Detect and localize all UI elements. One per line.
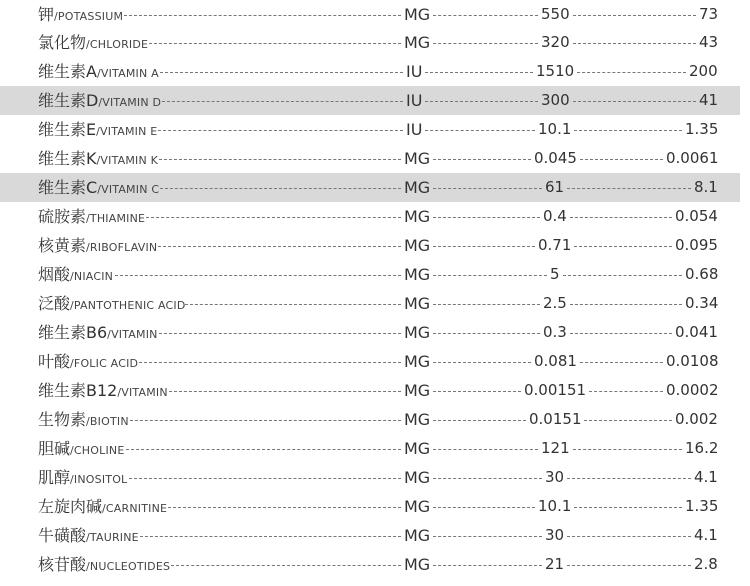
nutrient-name xyxy=(38,289,186,318)
nutrient-name xyxy=(38,0,123,29)
nutrient-name-en: /PANTOTHENIC ACID xyxy=(70,299,186,312)
unit-label: IU xyxy=(406,62,423,81)
dotted-leader xyxy=(139,362,401,363)
nutrient-name-cn: 泛酸 xyxy=(38,294,71,313)
nutrient-name-cn: 烟酸 xyxy=(38,265,71,284)
unit-label: MG xyxy=(404,352,431,371)
unit-label: MG xyxy=(404,149,431,168)
value-per-serving: 41 xyxy=(699,91,719,109)
dotted-leader xyxy=(574,130,682,131)
dotted-leader xyxy=(129,478,401,479)
table-row xyxy=(0,492,750,521)
nutrient-name-cn: 生物素 xyxy=(38,410,87,429)
table-row xyxy=(0,434,750,463)
dotted-leader xyxy=(567,565,691,566)
dotted-leader xyxy=(573,15,696,16)
value-per-serving: 200 xyxy=(689,62,718,80)
table-row xyxy=(0,463,750,492)
nutrient-name xyxy=(38,492,167,521)
nutrient-name xyxy=(38,318,158,347)
nutrient-name-en: /CARNITINE xyxy=(102,502,168,515)
nutrient-name-cn: 维生素C xyxy=(38,178,98,197)
dotted-leader xyxy=(433,391,521,392)
unit-label: MG xyxy=(404,178,431,197)
dotted-leader xyxy=(158,246,401,247)
nutrient-name xyxy=(38,376,168,405)
dotted-leader xyxy=(159,333,401,334)
dotted-leader xyxy=(574,246,672,247)
value-per-100g: 0.71 xyxy=(538,236,572,254)
dotted-leader xyxy=(433,43,538,44)
nutrient-name xyxy=(38,144,158,173)
unit-label: MG xyxy=(404,5,431,24)
nutrient-name-cn: 肌醇 xyxy=(38,468,71,487)
dotted-leader xyxy=(433,304,540,305)
dotted-leader xyxy=(425,72,533,73)
value-per-serving: 0.0002 xyxy=(666,381,719,399)
nutrient-name xyxy=(38,405,129,434)
nutrient-name-en: /VITAMIN D xyxy=(98,96,162,109)
nutrient-name-en: /THIAMINE xyxy=(86,212,146,225)
table-row xyxy=(0,289,750,318)
dotted-leader xyxy=(124,15,401,16)
table-row xyxy=(0,173,740,202)
nutrient-name xyxy=(38,260,113,289)
value-per-100g: 5 xyxy=(550,265,560,283)
dotted-leader xyxy=(162,101,403,102)
nutrient-name xyxy=(38,202,145,231)
table-row xyxy=(0,202,750,231)
value-per-100g: 0.00151 xyxy=(524,381,587,399)
dotted-leader xyxy=(433,536,542,537)
nutrient-name-en: /VITAMIN C xyxy=(97,183,160,196)
value-per-serving: 0.041 xyxy=(675,323,718,341)
value-per-serving: 0.0061 xyxy=(666,149,719,167)
nutrient-name-cn: 维生素D xyxy=(38,91,99,110)
nutrient-name-cn: 硫胺素 xyxy=(38,207,87,226)
nutrient-name xyxy=(38,28,148,57)
dotted-leader xyxy=(425,130,535,131)
dotted-leader xyxy=(171,565,401,566)
nutrient-name-cn: 氯化物 xyxy=(38,33,87,52)
table-row xyxy=(0,231,750,260)
value-per-100g: 10.1 xyxy=(538,120,572,138)
dotted-leader xyxy=(433,333,540,334)
nutrient-name-en: /VITAMIN xyxy=(107,328,158,341)
value-per-100g: 550 xyxy=(541,5,570,23)
value-per-serving: 0.68 xyxy=(685,265,719,283)
nutrient-name-en: /VITAMIN E xyxy=(96,125,158,138)
nutrient-name xyxy=(38,231,157,260)
nutrient-name-en: /FOLIC ACID xyxy=(70,357,139,370)
dotted-leader xyxy=(573,43,696,44)
nutrient-name-en: /BIOTIN xyxy=(86,415,129,428)
value-per-serving: 0.002 xyxy=(675,410,718,428)
nutrient-name-en: /NUCLEOTIDES xyxy=(86,560,171,573)
dotted-leader xyxy=(115,275,401,276)
value-per-100g: 30 xyxy=(545,526,565,544)
unit-label: MG xyxy=(404,468,431,487)
nutrient-name-en: /POTASSIUM xyxy=(54,10,124,23)
nutrient-name xyxy=(38,550,170,579)
dotted-leader xyxy=(567,478,691,479)
value-per-100g: 1510 xyxy=(536,62,575,80)
dotted-leader xyxy=(433,15,538,16)
unit-label: MG xyxy=(404,294,431,313)
value-per-100g: 320 xyxy=(541,33,570,51)
nutrient-name-cn: 叶酸 xyxy=(38,352,71,371)
nutrient-name xyxy=(38,463,127,492)
nutrient-name xyxy=(38,57,159,86)
dotted-leader xyxy=(433,217,540,218)
dotted-leader xyxy=(433,362,531,363)
nutrient-name xyxy=(38,521,139,550)
value-per-100g: 30 xyxy=(545,468,565,486)
unit-label: MG xyxy=(404,236,431,255)
dotted-leader xyxy=(169,391,401,392)
table-row xyxy=(0,405,750,434)
nutrient-name-cn: 钾 xyxy=(38,5,55,24)
table-row xyxy=(0,0,750,28)
dotted-leader xyxy=(433,246,535,247)
dotted-leader xyxy=(567,536,691,537)
table-row xyxy=(0,144,750,173)
value-per-serving: 2.8 xyxy=(694,555,718,573)
table-row xyxy=(0,550,750,579)
value-per-serving: 1.35 xyxy=(685,497,719,515)
value-per-100g: 10.1 xyxy=(538,497,572,515)
dotted-leader xyxy=(570,333,672,334)
table-row xyxy=(0,376,750,405)
value-per-100g: 0.081 xyxy=(534,352,577,370)
nutrient-name-cn: 左旋肉碱 xyxy=(38,497,103,516)
dotted-leader xyxy=(433,449,538,450)
nutrient-name-cn: 核苷酸 xyxy=(38,555,87,574)
dotted-leader xyxy=(168,507,401,508)
unit-label: IU xyxy=(406,91,423,110)
dotted-leader xyxy=(158,130,403,131)
unit-label: IU xyxy=(406,120,423,139)
dotted-leader xyxy=(146,217,401,218)
nutrient-name xyxy=(38,115,157,144)
nutrient-name-en: /CHLORIDE xyxy=(86,38,149,51)
dotted-leader xyxy=(570,217,672,218)
nutrient-name-cn: 核黄素 xyxy=(38,236,87,255)
nutrient-name-en: /TAURINE xyxy=(86,531,139,544)
nutrient-name xyxy=(38,347,138,376)
dotted-leader xyxy=(580,159,663,160)
unit-label: MG xyxy=(404,497,431,516)
value-per-serving: 4.1 xyxy=(694,526,718,544)
nutrient-name-en: /VITAMIN K xyxy=(96,154,159,167)
unit-label: MG xyxy=(404,439,431,458)
nutrient-name-cn: 维生素A xyxy=(38,62,97,81)
value-per-serving: 8.1 xyxy=(694,178,718,196)
nutrient-name-cn: 胆碱 xyxy=(38,439,71,458)
nutrient-name-en: /VITAMIN A xyxy=(96,67,159,80)
unit-label: MG xyxy=(404,207,431,226)
value-per-serving: 16.2 xyxy=(685,439,719,457)
dotted-leader xyxy=(573,101,696,102)
nutrient-name xyxy=(38,173,159,202)
dotted-leader xyxy=(160,188,401,189)
dotted-leader xyxy=(149,43,401,44)
unit-label: MG xyxy=(404,265,431,284)
nutrient-name-cn: 维生素K xyxy=(38,149,97,168)
nutrient-name-cn: 牛磺酸 xyxy=(38,526,87,545)
dotted-leader xyxy=(570,304,682,305)
value-per-serving: 1.35 xyxy=(685,120,719,138)
dotted-leader xyxy=(433,420,526,421)
value-per-100g: 0.4 xyxy=(543,207,567,225)
dotted-leader xyxy=(584,420,672,421)
unit-label: MG xyxy=(404,381,431,400)
value-per-100g: 2.5 xyxy=(543,294,567,312)
dotted-leader xyxy=(433,159,531,160)
nutrient-name-en: /CHOLINE xyxy=(70,444,125,457)
dotted-leader xyxy=(589,391,663,392)
nutrient-name-en: /INOSITOL xyxy=(70,473,128,486)
table-row xyxy=(0,260,750,289)
table-row xyxy=(0,318,750,347)
dotted-leader xyxy=(159,159,401,160)
value-per-serving: 43 xyxy=(699,33,719,51)
table-row xyxy=(0,521,750,550)
unit-label: MG xyxy=(404,555,431,574)
dotted-leader xyxy=(130,420,401,421)
value-per-serving: 0.34 xyxy=(685,294,719,312)
value-per-100g: 300 xyxy=(541,91,570,109)
nutrient-name-cn: 维生素B12 xyxy=(38,381,118,400)
dotted-leader xyxy=(433,188,542,189)
dotted-leader xyxy=(573,449,682,450)
value-per-100g: 0.045 xyxy=(534,149,577,167)
value-per-serving: 73 xyxy=(699,5,719,23)
dotted-leader xyxy=(433,478,542,479)
nutrient-name-en: /RIBOFLAVIN xyxy=(86,241,158,254)
dotted-leader xyxy=(433,275,547,276)
unit-label: MG xyxy=(404,410,431,429)
table-row xyxy=(0,86,740,115)
dotted-leader xyxy=(433,565,542,566)
nutrient-name xyxy=(38,86,161,115)
dotted-leader xyxy=(574,507,682,508)
table-row xyxy=(0,347,750,376)
dotted-leader xyxy=(433,507,535,508)
nutrient-name xyxy=(38,434,124,463)
dotted-leader xyxy=(580,362,663,363)
dotted-leader xyxy=(563,275,682,276)
nutrient-name-cn: 维生素E xyxy=(38,120,97,139)
value-per-100g: 0.0151 xyxy=(529,410,582,428)
nutrient-name-en: /NIACIN xyxy=(70,270,114,283)
value-per-serving: 0.0108 xyxy=(666,352,719,370)
unit-label: MG xyxy=(404,323,431,342)
dotted-leader xyxy=(126,449,401,450)
value-per-100g: 21 xyxy=(545,555,565,573)
value-per-100g: 0.3 xyxy=(543,323,567,341)
dotted-leader xyxy=(425,101,538,102)
dotted-leader xyxy=(140,536,401,537)
value-per-serving: 4.1 xyxy=(694,468,718,486)
dotted-leader xyxy=(567,188,691,189)
dotted-leader xyxy=(577,72,686,73)
table-row xyxy=(0,115,750,144)
value-per-100g: 121 xyxy=(541,439,570,457)
value-per-100g: 61 xyxy=(545,178,565,196)
nutrient-name-cn: 维生素B6 xyxy=(38,323,108,342)
dotted-leader xyxy=(185,304,401,305)
nutrient-name-en: /VITAMIN xyxy=(117,386,168,399)
dotted-leader xyxy=(160,72,403,73)
value-per-serving: 0.095 xyxy=(675,236,718,254)
table-row xyxy=(0,57,750,86)
unit-label: MG xyxy=(404,526,431,545)
value-per-serving: 0.054 xyxy=(675,207,718,225)
table-row xyxy=(0,28,750,57)
unit-label: MG xyxy=(404,33,431,52)
